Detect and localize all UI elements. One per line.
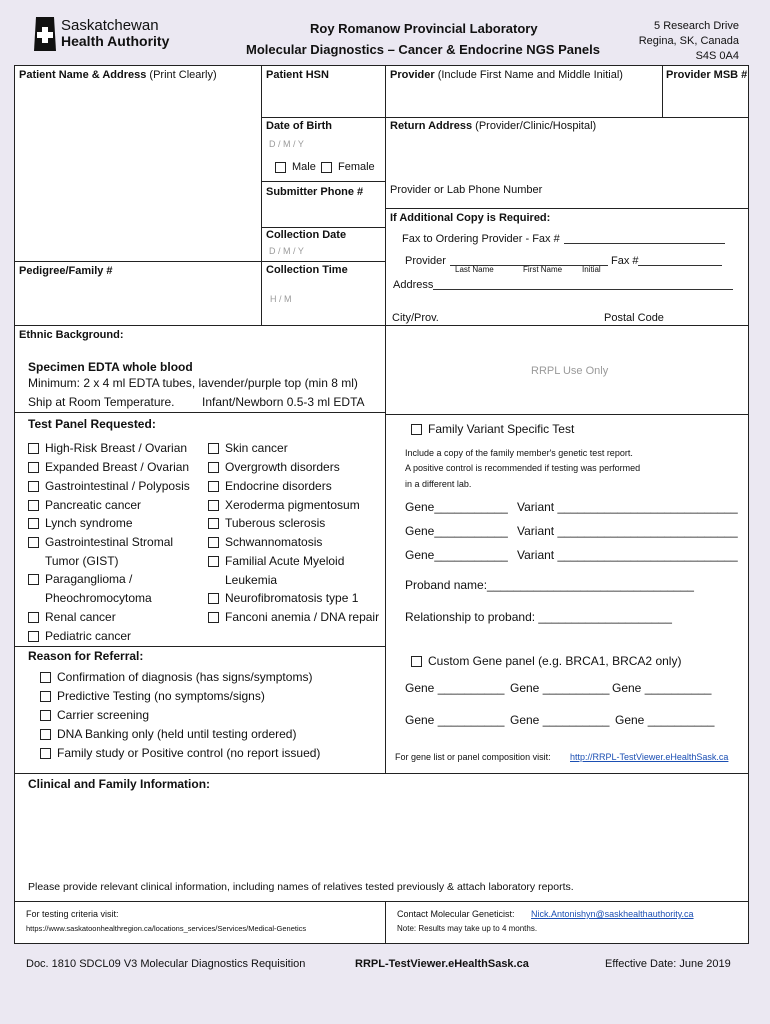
lab-address-1: 5 Research Drive — [654, 20, 739, 32]
panel-left-0-label: High-Risk Breast / Ovarian — [45, 441, 188, 455]
fv-gene-1[interactable]: Gene___________ — [405, 500, 508, 514]
copy-fax-line[interactable] — [638, 265, 722, 266]
fv-gene-2[interactable]: Gene___________ — [405, 524, 508, 538]
referral-option-3-label: DNA Banking only (held until testing ordered) — [57, 727, 297, 741]
checkbox-icon[interactable] — [40, 710, 51, 721]
checkbox-icon[interactable] — [208, 556, 219, 567]
female-checkbox[interactable]: Female — [321, 161, 375, 173]
panel-left-2-label: Gastrointestinal / Polyposis — [45, 479, 190, 493]
checkbox-icon[interactable] — [40, 748, 51, 759]
checkbox-icon[interactable] — [28, 481, 39, 492]
referral-option-3[interactable] — [40, 727, 296, 741]
referral-option-0-label: Confirmation of diagnosis (has signs/symptoms) — [57, 670, 313, 684]
checkbox-icon[interactable] — [28, 462, 39, 473]
checkbox-icon[interactable] — [208, 518, 219, 529]
custom-gene-5[interactable]: Gene __________ — [510, 713, 610, 727]
custom-gene-3[interactable]: Gene __________ — [612, 681, 712, 695]
panel-left-6-label: Paraganglioma / — [45, 572, 133, 586]
proband-field[interactable]: Proband name:_______________________________ — [405, 578, 694, 592]
copy-provider-label: Provider — [405, 255, 446, 267]
panel-left-0[interactable] — [28, 441, 187, 455]
additional-copy-label: If Additional Copy is Required: — [390, 212, 551, 224]
collection-date-placeholder: D / M / Y — [269, 246, 304, 256]
fax-ordering-line[interactable] — [564, 243, 725, 244]
panel-left-6[interactable] — [28, 572, 132, 586]
fv-variant-3[interactable]: Variant ___________________________ — [517, 548, 738, 562]
panel-right-3[interactable] — [208, 498, 360, 512]
return-address-label: Return Address (Provider/Clinic/Hospital) — [390, 120, 597, 132]
panel-right-7[interactable] — [208, 591, 358, 605]
specimen-title: Specimen EDTA whole blood — [28, 360, 193, 374]
additional-copy-section — [385, 208, 749, 326]
checkbox-icon[interactable] — [28, 537, 39, 548]
panel-right-4-label: Tuberous sclerosis — [225, 516, 326, 530]
dob-placeholder: D / M / Y — [269, 139, 304, 149]
page-title: Roy Romanow Provincial Laboratory — [310, 21, 538, 36]
rrpl-use-only: RRPL Use Only — [531, 365, 609, 377]
checkbox-icon[interactable] — [40, 729, 51, 740]
contact-label: Contact Molecular Geneticist: — [397, 909, 515, 919]
effective-date: Effective Date: June 2019 — [605, 958, 731, 970]
panel-right-3-label: Xeroderma pigmentosum — [225, 498, 360, 512]
provider-msb-label: Provider MSB # — [666, 69, 748, 81]
clinical-title: Clinical and Family Information: — [28, 777, 211, 791]
referral-option-2[interactable] — [40, 708, 149, 722]
fax-ordering-label: Fax to Ordering Provider - Fax # — [402, 233, 560, 245]
panel-right-6[interactable] — [208, 554, 344, 568]
gene-list-link[interactable]: http://RRPL-TestViewer.eHealthSask.ca — [570, 752, 729, 762]
fv-gene-3[interactable]: Gene___________ — [405, 548, 508, 562]
checkbox-icon[interactable] — [208, 443, 219, 454]
referral-option-4-label: Family study or Positive control (no report issued) — [57, 746, 321, 760]
panel-right-5-label: Schwannomatosis — [225, 535, 323, 549]
collection-date-label: Collection Date — [266, 229, 347, 241]
custom-gene-4[interactable]: Gene __________ — [405, 713, 505, 727]
clinical-note: Please provide relevant clinical information, including names of relatives tested previously & attach laboratory reports. — [28, 881, 574, 893]
fv-note-3: in a different lab. — [405, 479, 472, 489]
fv-note-2: A positive control is recommended if testing was performed — [405, 463, 641, 473]
panel-left-8-label: Pediatric cancer — [45, 629, 132, 643]
patient-name-label: Patient Name & Address (Print Clearly) — [19, 69, 217, 81]
checkbox-icon[interactable] — [28, 518, 39, 529]
checkbox-icon[interactable] — [28, 574, 39, 585]
lab-address-3: S4S 0A4 — [695, 50, 739, 62]
patient-hsn-label: Patient HSN — [266, 69, 329, 81]
panel-left-8[interactable] — [28, 629, 131, 643]
test-panel-title: Test Panel Requested: — [28, 417, 156, 431]
criteria-left-box — [14, 901, 386, 944]
family-variant-checkbox[interactable]: Family Variant Specific Test — [411, 422, 574, 436]
referral-option-2-label: Carrier screening — [57, 708, 150, 722]
checkbox-icon[interactable] — [40, 691, 51, 702]
results-note: Note: Results may take up to 4 months. — [397, 924, 538, 933]
panel-right-7-label: Neurofibromatosis type 1 — [225, 591, 359, 605]
specimen-infant: Infant/Newborn 0.5-3 ml EDTA — [202, 395, 365, 409]
referral-title: Reason for Referral: — [28, 649, 144, 663]
custom-panel-checkbox[interactable]: Custom Gene panel (e.g. BRCA1, BRCA2 only) — [411, 654, 681, 668]
copy-address-line[interactable] — [433, 289, 733, 290]
panel-left-3-label: Pancreatic cancer — [45, 498, 142, 512]
checkbox-icon[interactable] — [28, 631, 39, 642]
panel-right-2[interactable] — [208, 479, 332, 493]
copy-address-label: Address — [393, 279, 434, 291]
panel-right-4[interactable] — [208, 516, 325, 530]
custom-gene-6[interactable]: Gene __________ — [615, 713, 715, 727]
checkbox-icon[interactable] — [40, 672, 51, 683]
checkbox-icon[interactable] — [208, 481, 219, 492]
fv-variant-1[interactable]: Variant ___________________________ — [517, 500, 738, 514]
collection-time-label: Collection Time — [266, 264, 348, 276]
first-name-hint: First Name — [523, 265, 563, 274]
last-name-hint: Last Name — [455, 265, 494, 274]
footer-site: RRPL-TestViewer.eHealthSask.ca — [355, 958, 529, 970]
panel-right-1-label: Overgrowth disorders — [225, 460, 340, 474]
panel-left-4[interactable] — [28, 516, 133, 530]
checkbox-icon[interactable] — [208, 500, 219, 511]
initial-hint: Initial — [582, 265, 601, 274]
checkbox-icon[interactable] — [208, 593, 219, 604]
panel-right-cont-0: Leukemia — [225, 573, 278, 587]
panel-left-5-label: Gastrointestinal Stromal — [45, 535, 174, 549]
provider-phone-label: Provider or Lab Phone Number — [390, 184, 543, 196]
panel-right-0[interactable] — [208, 441, 288, 455]
male-checkbox[interactable]: Male — [275, 161, 316, 173]
page-subtitle: Molecular Diagnostics – Cancer & Endocrine NGS Panels — [246, 42, 600, 57]
panel-left-cont-0: Tumor (GIST) — [45, 554, 119, 568]
dob-label: Date of Birth — [266, 120, 332, 132]
checkbox-icon[interactable] — [208, 537, 219, 548]
checkbox-icon[interactable] — [28, 443, 39, 454]
geneticist-email[interactable]: Nick.Antonishyn@saskhealthauthority.ca — [531, 909, 694, 919]
logo-mark-icon — [32, 15, 58, 53]
panel-left-1[interactable] — [28, 460, 189, 474]
submitter-phone-label: Submitter Phone # — [266, 186, 364, 198]
checkbox-icon[interactable] — [28, 500, 39, 511]
sha-logo — [32, 15, 58, 58]
panel-left-5[interactable] — [28, 535, 173, 549]
collection-time-placeholder: H / M — [270, 294, 292, 304]
doc-number: Doc. 1810 SDCL09 V3 Molecular Diagnostics Requisition — [26, 958, 306, 970]
ethnic-label: Ethnic Background: — [19, 329, 124, 341]
postal-label: Postal Code — [604, 312, 664, 324]
panel-right-2-label: Endocrine disorders — [225, 479, 332, 493]
panel-left-4-label: Lynch syndrome — [45, 516, 133, 530]
fv-note-1: Include a copy of the family member's genetic test report. — [405, 448, 633, 458]
copy-fax-label: Fax # — [611, 255, 639, 267]
panel-right-8[interactable] — [208, 610, 379, 624]
relationship-field[interactable]: Relationship to proband: ____________________ — [405, 610, 672, 624]
city-label: City/Prov. — [392, 312, 439, 324]
criteria-url[interactable]: https://www.saskatoonhealthregion.ca/locations_services/Services/Medical-Genetics — [26, 924, 307, 933]
panel-right-0-label: Skin cancer — [225, 441, 288, 455]
panel-left-7[interactable] — [28, 610, 116, 624]
panel-left-1-label: Expanded Breast / Ovarian — [45, 460, 190, 474]
panel-left-7-label: Renal cancer — [45, 610, 116, 624]
panel-right-5[interactable] — [208, 535, 322, 549]
panel-right-6-label: Familial Acute Myeloid — [225, 554, 345, 568]
panel-left-2[interactable] — [28, 479, 190, 493]
checkbox-icon[interactable] — [28, 612, 39, 623]
checkbox-icon[interactable] — [208, 612, 219, 623]
pedigree-label: Pedigree/Family # — [19, 265, 113, 277]
criteria-right-box — [385, 901, 749, 944]
referral-option-4[interactable] — [40, 746, 320, 760]
checkbox-icon[interactable] — [208, 462, 219, 473]
panel-right-1[interactable] — [208, 460, 340, 474]
panel-left-3[interactable] — [28, 498, 141, 512]
fv-variant-2[interactable]: Variant ___________________________ — [517, 524, 738, 538]
panel-left-cont-1: Pheochromocytoma — [45, 591, 152, 605]
referral-option-1-label: Predictive Testing (no symptoms/signs) — [57, 689, 265, 703]
logo-line1: Saskatchewan — [61, 17, 159, 34]
specimen-ship: Ship at Room Temperature. — [28, 395, 175, 409]
lab-address-2: Regina, SK, Canada — [638, 35, 739, 47]
custom-gene-1[interactable]: Gene __________ — [405, 681, 505, 695]
logo-line2: Health Authority — [61, 33, 170, 49]
custom-gene-2[interactable]: Gene __________ — [510, 681, 610, 695]
criteria-label: For testing criteria visit: — [26, 909, 119, 919]
panel-right-8-label: Fanconi anemia / DNA repair — [225, 610, 380, 624]
referral-option-1[interactable] — [40, 689, 265, 703]
gene-list-visit: For gene list or panel composition visit: — [395, 752, 551, 762]
specimen-minimum: Minimum: 2 x 4 ml EDTA tubes, lavender/purple top (min 8 ml) — [28, 376, 358, 390]
referral-option-0[interactable] — [40, 670, 312, 684]
provider-label: Provider (Include First Name and Middle Initial) — [390, 69, 623, 81]
